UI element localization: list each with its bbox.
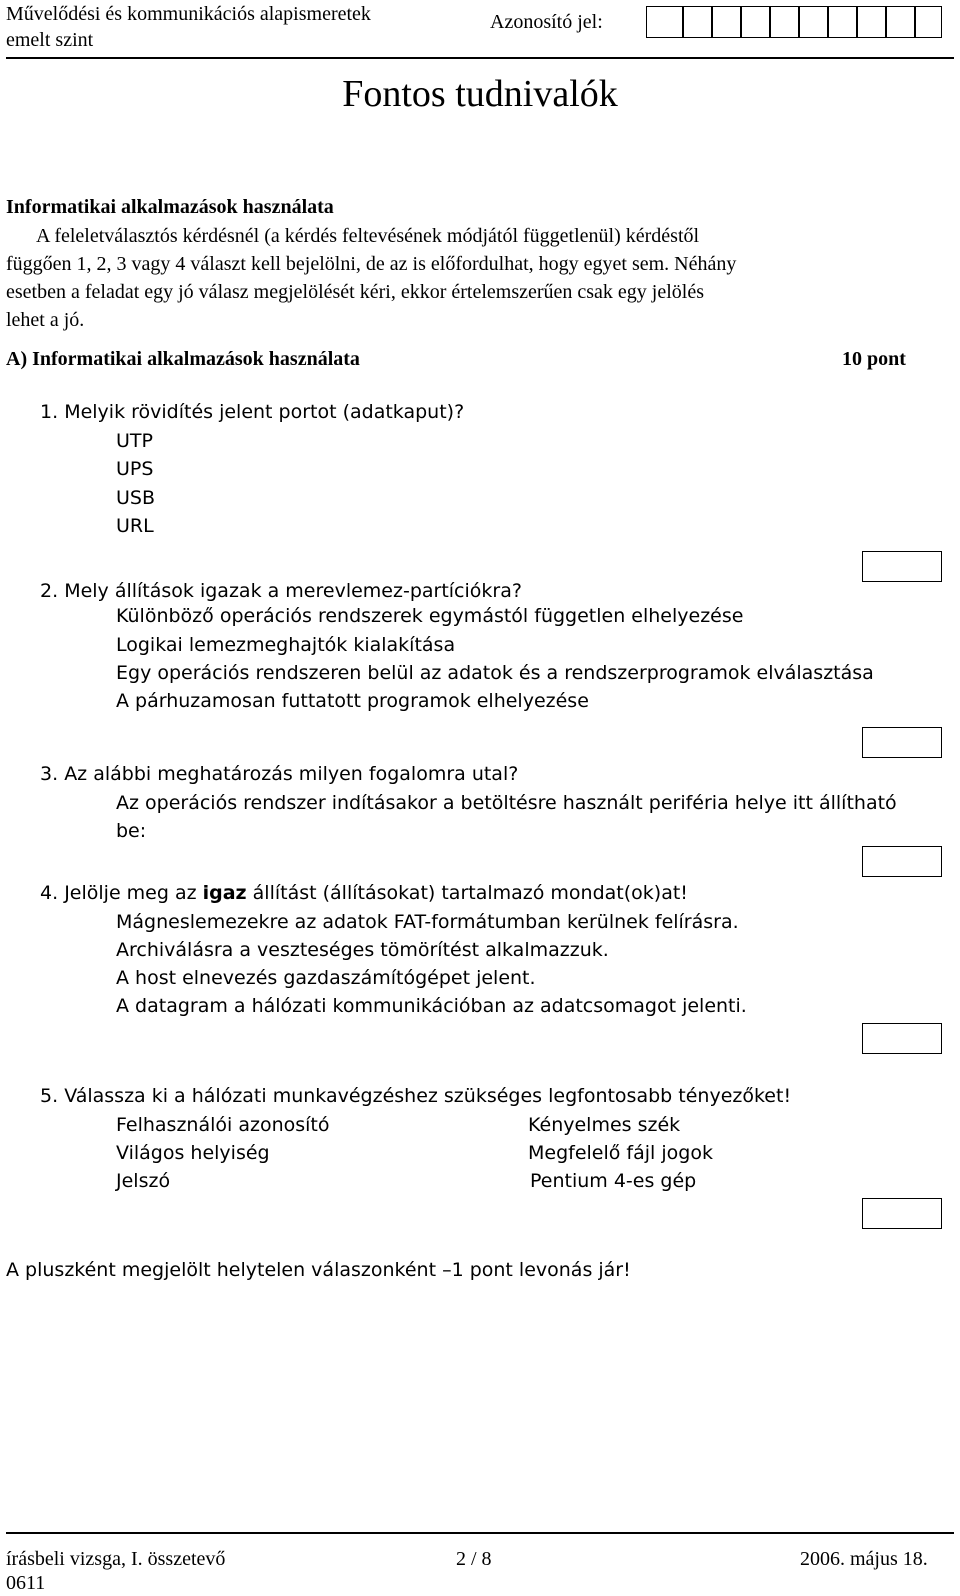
question-2	[40, 580, 522, 602]
question-4	[40, 882, 688, 904]
q3-definition-line-1: Az operációs rendszer indításakor a betöltésre használt periféria helye itt állítható	[116, 792, 897, 814]
question-text-after: állítást (állításokat) tartalmazó mondat(ok)at!	[246, 882, 688, 904]
question-number: 4.	[40, 882, 59, 904]
header-level: emelt szint	[6, 29, 94, 51]
q5-option-left-1[interactable]: Felhasználói azonosító	[116, 1114, 330, 1136]
q1-option-1[interactable]: UTP	[116, 430, 153, 452]
id-cell-divider	[740, 6, 742, 38]
q1-option-4[interactable]: URL	[116, 515, 154, 537]
section-title: A) Informatikai alkalmazások használata	[6, 348, 360, 370]
footer-rule	[6, 1532, 954, 1534]
question-1	[40, 401, 464, 423]
intro-line	[6, 278, 920, 306]
intro-text-4: lehet a jó.	[6, 309, 85, 331]
intro-line	[36, 222, 920, 250]
q1-answer-box[interactable]	[862, 551, 942, 582]
q4-option-2[interactable]: Archiválásra a veszteséges tömörítést alkalmazzuk.	[116, 939, 609, 961]
footer-code: 0611	[6, 1572, 46, 1594]
intro-line	[6, 306, 84, 334]
id-cell-divider	[827, 6, 829, 38]
question-text-emphasis: igaz	[202, 882, 247, 904]
id-cell-divider	[769, 6, 771, 38]
q5-option-right-2[interactable]: Megfelelő fájl jogok	[528, 1142, 713, 1164]
id-cell-divider	[711, 6, 713, 38]
question-text-before: Jelölje meg az	[64, 882, 203, 904]
question-5	[40, 1085, 791, 1107]
q5-answer-box[interactable]	[862, 1198, 942, 1229]
question-number: 2.	[40, 580, 59, 602]
id-label: Azonosító jel:	[490, 11, 603, 33]
id-box[interactable]	[646, 6, 942, 38]
q4-option-3[interactable]: A host elnevezés gazdaszámítógépet jelent.	[116, 967, 536, 989]
footer-date: 2006. május 18.	[800, 1548, 928, 1570]
scoring-note: A pluszként megjelölt helytelen válaszonként –1 pont levonás jár!	[6, 1259, 631, 1281]
q5-option-left-3[interactable]: Jelszó	[116, 1170, 171, 1192]
question-3	[40, 763, 518, 785]
question-text: Melyik rövidítés jelent portot (adatkaput)?	[64, 401, 465, 423]
intro-line-1	[36, 222, 920, 250]
q3-answer-box[interactable]	[862, 846, 942, 877]
id-cell-divider	[914, 6, 916, 38]
q2-option-2[interactable]: Logikai lemezmeghajtók kialakítása	[116, 634, 456, 656]
question-number: 1.	[40, 401, 59, 423]
question-number: 5.	[40, 1085, 59, 1107]
q4-option-4[interactable]: A datagram a hálózati kommunikációban az adatcsomagot jelenti.	[116, 995, 747, 1017]
intro-text-2: függően 1, 2, 3 vagy 4 választ kell bejelölni, de az is előfordulhat, hogy egyet sem. Néhány	[6, 253, 737, 275]
header-subject: Művelődési és kommunikációs alapismeretek	[6, 3, 371, 25]
q5-option-right-3[interactable]: Pentium 4-es gép	[530, 1170, 697, 1192]
q3-definition-line-2: be:	[116, 820, 147, 842]
q1-option-3[interactable]: USB	[116, 487, 156, 509]
question-text: Mely állítások igazak a merevlemez-partíciókra?	[64, 580, 522, 602]
page-title: Fontos tudnivalók	[342, 73, 618, 115]
question-text: Válassza ki a hálózati munkavégzéshez szükséges legfontosabb tényezőket!	[64, 1085, 792, 1107]
intro-text-3: esetben a feladat egy jó válasz megjelölését kéri, ekkor értelemszerűen csak egy jelölés	[6, 281, 705, 303]
section-points: 10 pont	[842, 348, 906, 370]
id-cell-divider	[682, 6, 684, 38]
q2-answer-box[interactable]	[862, 727, 942, 758]
intro-heading: Informatikai alkalmazások használata	[6, 196, 334, 218]
q5-option-left-2[interactable]: Világos helyiség	[116, 1142, 270, 1164]
q2-option-4[interactable]: A párhuzamosan futtatott programok elhelyezése	[116, 690, 589, 712]
intro-line	[6, 250, 920, 278]
intro-text-1: A feleletválasztós kérdésnél (a kérdés feltevésének módjától függetlenül) kérdéstől	[36, 225, 700, 247]
q1-option-2[interactable]: UPS	[116, 458, 154, 480]
footer-exam: írásbeli vizsga, I. összetevő	[6, 1548, 226, 1570]
q2-option-3[interactable]: Egy operációs rendszeren belül az adatok és a rendszerprogramok elválasztása	[116, 662, 874, 684]
id-cell-divider	[798, 6, 800, 38]
q4-answer-box[interactable]	[862, 1023, 942, 1054]
q5-option-right-1[interactable]: Kényelmes szék	[528, 1114, 681, 1136]
question-text: Az alábbi meghatározás milyen fogalomra utal?	[64, 763, 519, 785]
page-number: 2 / 8	[456, 1548, 492, 1570]
id-cell-divider	[885, 6, 887, 38]
header-rule	[6, 57, 954, 59]
q4-option-1[interactable]: Mágneslemezekre az adatok FAT-formátumban kerülnek felírásra.	[116, 911, 739, 933]
id-cell-divider	[856, 6, 858, 38]
q2-option-1[interactable]: Különböző operációs rendszerek egymástól független elhelyezése	[116, 605, 744, 627]
question-number: 3.	[40, 763, 59, 785]
